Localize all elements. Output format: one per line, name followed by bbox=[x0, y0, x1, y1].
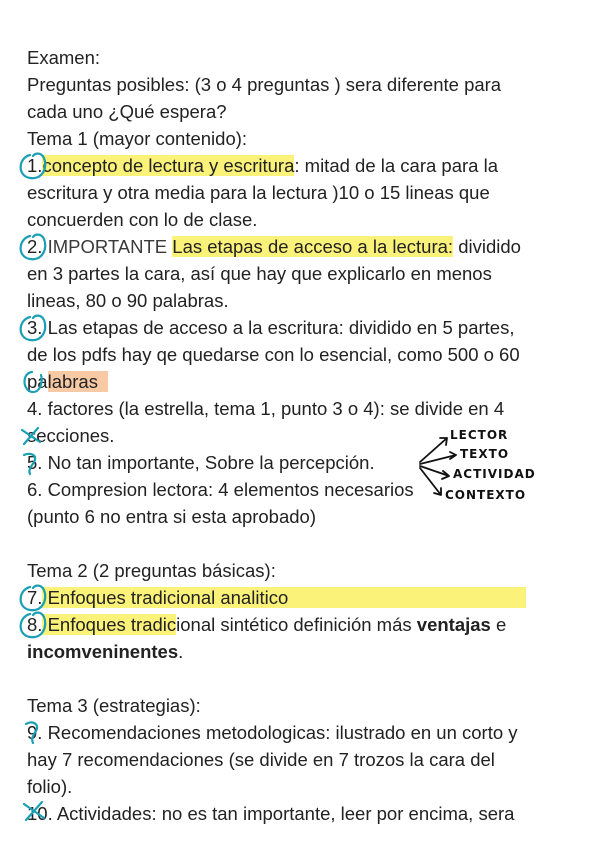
question-1-line-2: escritura y otra media para la lectura )10 o 15 lineas que bbox=[27, 182, 490, 203]
question-1-number: 1. bbox=[27, 155, 43, 176]
handwritten-texto: TEXTO bbox=[460, 447, 510, 461]
arrow-texto bbox=[420, 452, 456, 464]
question-8-highlight: Enfoques tradic bbox=[42, 614, 177, 635]
question-2-number: 2. bbox=[27, 236, 43, 257]
question-4-line-2: secciones. bbox=[27, 425, 115, 446]
question-7 bbox=[27, 584, 526, 611]
note-title: Examen: bbox=[27, 47, 101, 68]
question-3-line-1 bbox=[27, 314, 514, 341]
question-2-line-3: lineas, 80 o 90 palabras. bbox=[27, 290, 229, 311]
question-1-line-1 bbox=[27, 152, 498, 179]
question-7-highlight: Enfoques tradicional analitico bbox=[42, 587, 526, 608]
tema-1-heading: Tema 1 (mayor contenido): bbox=[27, 128, 248, 149]
handwritten-lector: LECTOR bbox=[450, 428, 509, 442]
question-8-rest: ional sintético definición más bbox=[176, 614, 417, 635]
question-2-important: IMPORTANTE bbox=[47, 236, 168, 257]
question-2-line-1 bbox=[27, 233, 521, 260]
question-8-end: . bbox=[178, 641, 184, 662]
question-9-line-2: hay 7 recomendaciones (se divide en 7 trozos la cara del bbox=[27, 749, 495, 770]
question-3-line-2: de los pdfs hay qe quedarse con lo esencial, como 500 o 60 bbox=[27, 344, 520, 365]
question-3-line-3 bbox=[27, 368, 108, 395]
question-8-incomveninentes: incomveninentes bbox=[27, 641, 179, 662]
question-3-rest: Las etapas de acceso a la escritura: dividido en 5 partes, bbox=[42, 317, 515, 338]
question-2-line-2: en 3 partes la cara, así que hay que explicarlo en menos bbox=[27, 263, 492, 284]
question-3-line-3-start: pa bbox=[27, 371, 48, 392]
arrow-actividad bbox=[420, 466, 449, 479]
question-8-number: 8. bbox=[27, 614, 43, 635]
question-8-ventajas: ventajas bbox=[416, 614, 491, 635]
question-2-rest: dividido bbox=[453, 236, 521, 257]
question-1-rest: : mitad de la cara para la bbox=[294, 155, 498, 176]
question-1-line-3: concuerden con lo de clase. bbox=[27, 209, 258, 230]
question-3-orange-highlight: labras bbox=[47, 371, 98, 392]
question-8-rest-2: e bbox=[490, 614, 507, 635]
question-9-line-1: 9. Recomendaciones metodologicas: ilustrado en un corto y bbox=[27, 722, 518, 743]
question-10: 10. Actividades: no es tan importante, leer por encima, sera bbox=[27, 803, 515, 824]
question-3-number: 3. bbox=[27, 317, 43, 338]
question-6-line-2: (punto 6 no entra si esta aprobado) bbox=[27, 506, 316, 527]
intro-line-1: Preguntas posibles: (3 o 4 preguntas ) sera diferente para bbox=[27, 74, 502, 95]
question-7-number: 7. bbox=[27, 587, 43, 608]
question-1-highlight: concepto de lectura y escritura bbox=[42, 155, 295, 176]
question-8-line-1 bbox=[27, 611, 506, 638]
question-9-line-3: folio). bbox=[27, 776, 73, 797]
question-4-line-1: 4. factores (la estrella, tema 1, punto 3 o 4): se divide en 4 bbox=[27, 398, 505, 419]
tema-3-heading: Tema 3 (estrategias): bbox=[27, 695, 201, 716]
question-2-highlight: Las etapas de acceso a la lectura: bbox=[172, 236, 454, 257]
intro-line-2: cada uno ¿Qué espera? bbox=[27, 101, 227, 122]
handwritten-contexto: CONTEXTO bbox=[445, 488, 527, 502]
question-6-line-1: 6. Compresion lectora: 4 elementos necesarios bbox=[27, 479, 414, 500]
question-5: 5. No tan importante, Sobre la percepción. bbox=[27, 452, 375, 473]
arrow-contexto bbox=[420, 468, 441, 495]
arrow-lector bbox=[420, 438, 447, 462]
tema-2-heading: Tema 2 (2 preguntas básicas): bbox=[27, 560, 276, 581]
handwritten-actividad: ACTIVIDAD bbox=[453, 467, 536, 481]
question-8-line-2 bbox=[27, 638, 183, 665]
